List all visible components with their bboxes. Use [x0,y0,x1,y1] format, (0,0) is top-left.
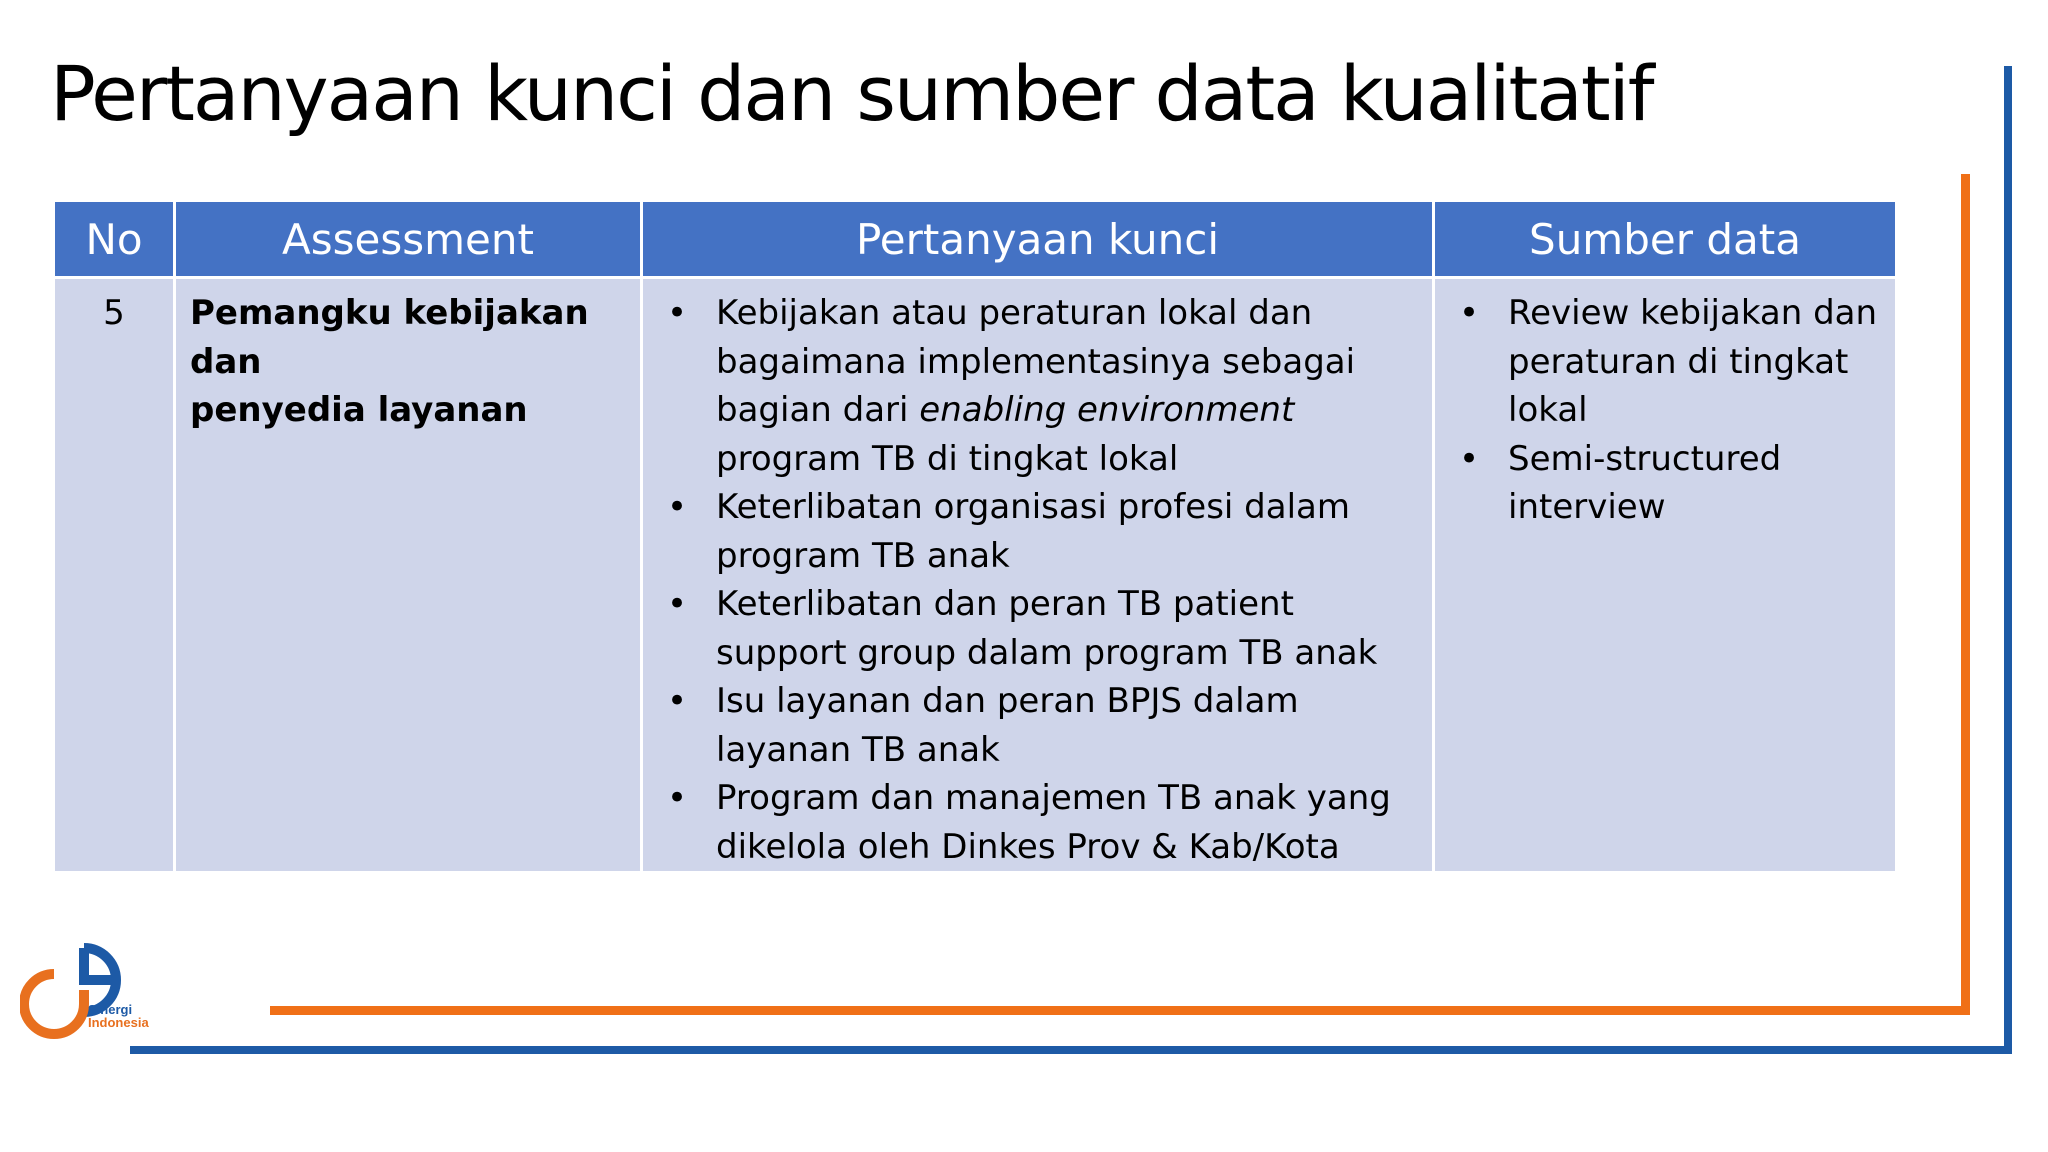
list-item [1449,435,1885,532]
source-1-text: Review kebijakan dan peraturan di tingkat lokal [1508,293,1878,430]
bullet-icon: • [667,778,688,818]
list-item [657,483,1422,580]
question-3-text: Keterlibatan dan peran TB patient support group dalam program TB anak [716,584,1378,673]
list-item [657,677,1422,774]
header-pertanyaan-kunci: Pertanyaan kunci [642,201,1434,278]
cell-no: 5 [54,278,175,873]
data-sources-list [1449,289,1885,532]
question-2-text: Keterlibatan organisasi profesi dalam program TB anak [716,487,1350,576]
table-row [54,278,1897,873]
logo-text-line-1: Sinergi [88,1002,133,1017]
assessment-line-2: penyedia layanan [190,390,528,430]
header-assessment: Assessment [175,201,642,278]
logo-text-line-2: Indonesia [88,1015,149,1030]
blue-accent-vertical-line [2004,66,2012,1053]
header-sumber-data: Sumber data [1434,201,1897,278]
orange-accent-horizontal-line [270,1006,1970,1015]
bullet-icon: • [1459,293,1480,333]
header-no: No [54,201,175,278]
blue-accent-horizontal-line [130,1046,2012,1054]
cell-assessment [175,278,642,873]
bullet-icon: • [667,681,688,721]
list-item [657,774,1422,871]
table-header-row [54,201,1897,278]
logo-text [88,1003,149,1029]
bullet-icon: • [667,293,688,333]
question-1-text-b: program TB di tingkat lokal [716,438,1179,479]
list-item [657,289,1422,483]
question-1-text-a: Kebijakan atau peraturan lokal dan bagaimana implementasinya sebagai bagian dari [716,293,1356,430]
cell-data-sources [1434,278,1897,873]
question-4-text: Isu layanan dan peran BPJS dalam layanan TB anak [716,681,1299,770]
orange-accent-vertical-line [1961,174,1970,1014]
content-table [52,199,1898,874]
list-item [1449,289,1885,435]
bullet-icon: • [1459,438,1480,479]
source-2-text: Semi-structured interview [1508,438,1782,527]
slide-title: Pertanyaan kunci dan sumber data kualitatif [50,49,1653,138]
question-5-text: Program dan manajemen TB anak yang dikelola oleh Dinkes Prov & Kab/Kota [716,778,1391,867]
bullet-icon: • [667,584,688,624]
cell-key-questions [642,278,1434,873]
key-questions-list [657,289,1422,871]
assessment-line-1: Pemangku kebijakan dan [190,293,589,382]
list-item [657,580,1422,677]
question-1-emphasis: enabling environment [919,390,1295,430]
bullet-icon: • [667,487,688,527]
